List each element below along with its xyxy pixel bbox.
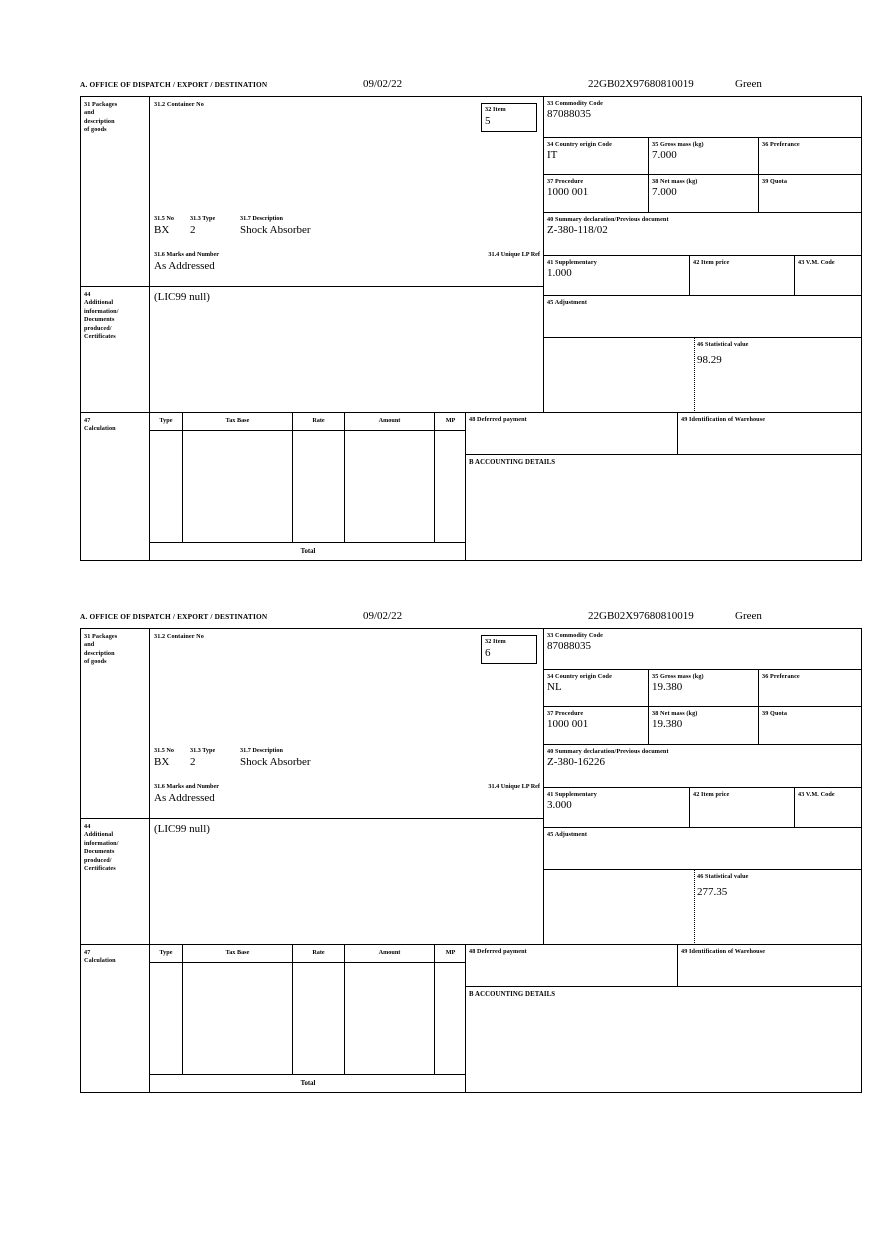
declaration-frame [80,96,862,561]
box-47-label: 47 Calculation [81,412,149,560]
box-46-wrapper [544,869,861,944]
calculation-cell-tax-base [182,430,292,542]
movement-reference-number: 22GB02X97680810019 [588,78,694,90]
net-mass-value: 19.380 [652,718,683,731]
net-mass-value: 7.000 [652,186,677,199]
calculation-cell-type [150,962,182,1074]
box-44-additional-information [149,286,543,412]
box-36-preference: 36 Preferance [758,669,861,706]
supplementary-value: 1.000 [547,267,572,280]
additional-information-value: (LIC99 null) [154,823,210,835]
packages-type-label: 31.3 Type [190,747,216,754]
movement-reference-number: 22GB02X97680810019 [588,610,694,622]
box-46-statistical-value: 46 Statistical value 98.29 [694,338,861,412]
container-no-label: 31.2 Container No [154,633,204,640]
box-34-country-origin: 34 Country origin Code NL [544,669,648,706]
box-44-additional-information [149,818,543,944]
commodity-code-value: 87088035 [547,640,591,653]
calculation-table [149,412,465,560]
route-colour: Green [735,610,762,622]
box-32-item [481,103,537,132]
box-44-label: 44 Additional information/ Documents produced/ Certificates [81,286,149,412]
box-47-label: 47 Calculation [81,944,149,1092]
route-colour: Green [735,78,762,90]
box-46-divider [544,338,695,412]
container-no-group [154,101,204,109]
box-41-supplementary: 41 Supplementary 3.000 [544,787,689,827]
declaration-date: 09/02/22 [363,78,403,90]
container-no-label: 31.2 Container No [154,101,204,108]
item-number-value: 5 [485,115,491,128]
total-label: Total [300,1080,316,1087]
statistical-value: 277.35 [697,886,728,899]
box-35-gross-mass: 35 Gross mass (kg) 19.380 [648,669,758,706]
calculation-cell-rate [292,430,344,542]
calculation-table-header [150,413,465,431]
packages-description-label: 31.7 Description [240,215,283,222]
calculation-cell-rate [292,962,344,1074]
packages-type-value: 2 [190,224,196,236]
box-44-label: 44 Additional information/ Documents produced/ Certificates [81,818,149,944]
box-31-label: 31 Packages and description of goods [84,633,118,666]
column-header-amount: Amount [344,413,434,430]
column-header-mp: MP [434,945,465,962]
packages-description-label: 31.7 Description [240,747,283,754]
box-b-accounting-details: B ACCOUNTING DETAILS [465,986,861,1092]
box-39-quota: 39 Quota [758,706,861,744]
box-38-net-mass: 38 Net mass (kg) 7.000 [648,174,758,212]
box-49-warehouse-identification: 49 Identification of Warehouse [677,412,861,454]
item-number-value: 6 [485,647,491,660]
column-header-mp: MP [434,413,465,430]
country-origin-value: IT [547,149,558,162]
packages-no-value: BX [154,756,170,768]
box-45-adjustment: 45 Adjustment [544,827,861,869]
calculation-cell-mp [434,430,465,542]
box-39-quota: 39 Quota [758,174,861,212]
packages-no-value: BX [154,224,170,236]
sheet-header [80,610,862,628]
packages-type-label: 31.3 Type [190,215,216,222]
box-b-accounting-details: B ACCOUNTING DETAILS [465,454,861,560]
calculation-total-row [150,542,465,560]
summary-declaration-value: Z-380-16226 [547,756,606,769]
box-42-item-price: 42 Item price [689,255,794,295]
box-43-vm-code: 43 V.M. Code [794,787,861,827]
calculation-cell-amount [344,430,434,542]
calculation-cell-mp [434,962,465,1074]
box-40-summary-declaration: 40 Summary declaration/Previous document Z-380-16226 [544,744,861,787]
box-32-item [481,635,537,664]
box-46-wrapper [544,337,861,412]
marks-and-number-label: 31.6 Marks and Number [154,251,219,258]
column-header-tax-base: Tax Base [182,413,292,430]
declaration-sheet-1 [80,78,862,561]
item-label: 32 Item [485,638,506,645]
calculation-total-row [150,1074,465,1092]
unique-lp-ref-label: 31.4 Unique LP Ref [488,783,540,790]
box-35-gross-mass: 35 Gross mass (kg) 7.000 [648,137,758,174]
box-42-item-price: 42 Item price [689,787,794,827]
box-34-country-origin: 34 Country origin Code IT [544,137,648,174]
item-label: 32 Item [485,106,506,113]
calculation-table [149,944,465,1092]
gross-mass-value: 19.380 [652,681,683,694]
column-header-type: Type [159,417,173,424]
right-column [543,629,861,944]
column-header-rate: Rate [292,413,344,430]
calculation-table-body [150,962,465,1074]
office-of-dispatch-label: A. OFFICE OF DISPATCH / EXPORT / DESTINATION [80,80,268,89]
box-46-divider [544,870,695,944]
box-37-procedure: 37 Procedure 1000 001 [544,706,648,744]
box-36-preference: 36 Preferance [758,137,861,174]
summary-declaration-value: Z-380-118/02 [547,224,608,237]
declaration-frame [80,628,862,1093]
total-label: Total [300,548,316,555]
office-of-dispatch-label: A. OFFICE OF DISPATCH / EXPORT / DESTINATION [80,612,268,621]
box-41-supplementary: 41 Supplementary 1.000 [544,255,689,295]
calculation-cell-tax-base [182,962,292,1074]
unique-lp-ref-label: 31.4 Unique LP Ref [488,251,540,258]
declaration-date: 09/02/22 [363,610,403,622]
procedure-value: 1000 001 [547,186,589,199]
marks-and-number-value: As Addressed [154,260,215,272]
column-header-tax-base: Tax Base [182,945,292,962]
declaration-sheet-2 [80,610,862,1093]
box-33-commodity-code: 33 Commodity Code 87088035 [544,97,861,137]
packages-no-label: 31.5 No [154,747,174,754]
packages-description-value: Shock Absorber [240,756,311,768]
box-45-adjustment: 45 Adjustment [544,295,861,337]
box-48-deferred-payment: 48 Deferred payment [465,412,677,454]
box-48-deferred-payment: 48 Deferred payment [465,944,677,986]
box-49-warehouse-identification: 49 Identification of Warehouse [677,944,861,986]
statistical-value: 98.29 [697,354,722,367]
calculation-table-body [150,430,465,542]
column-header-amount: Amount [344,945,434,962]
box-31-label: 31 Packages and description of goods [84,101,118,134]
additional-information-value: (LIC99 null) [154,291,210,303]
supplementary-value: 3.000 [547,799,572,812]
box-40-summary-declaration: 40 Summary declaration/Previous document Z-380-118/02 [544,212,861,255]
procedure-value: 1000 001 [547,718,589,731]
box-38-net-mass: 38 Net mass (kg) 19.380 [648,706,758,744]
country-origin-value: NL [547,681,562,694]
calculation-table-header [150,945,465,963]
gross-mass-value: 7.000 [652,149,677,162]
packages-no-label: 31.5 No [154,215,174,222]
calculation-cell-amount [344,962,434,1074]
packages-type-value: 2 [190,756,196,768]
column-header-type: Type [159,949,173,956]
sheet-header [80,78,862,96]
container-no-group [154,633,204,641]
commodity-code-value: 87088035 [547,108,591,121]
box-33-commodity-code: 33 Commodity Code 87088035 [544,629,861,669]
box-46-statistical-value: 46 Statistical value 277.35 [694,870,861,944]
marks-and-number-label: 31.6 Marks and Number [154,783,219,790]
right-column [543,97,861,412]
column-header-rate: Rate [292,945,344,962]
marks-and-number-value: As Addressed [154,792,215,804]
box-37-procedure: 37 Procedure 1000 001 [544,174,648,212]
box-43-vm-code: 43 V.M. Code [794,255,861,295]
packages-description-value: Shock Absorber [240,224,311,236]
calculation-cell-type [150,430,182,542]
